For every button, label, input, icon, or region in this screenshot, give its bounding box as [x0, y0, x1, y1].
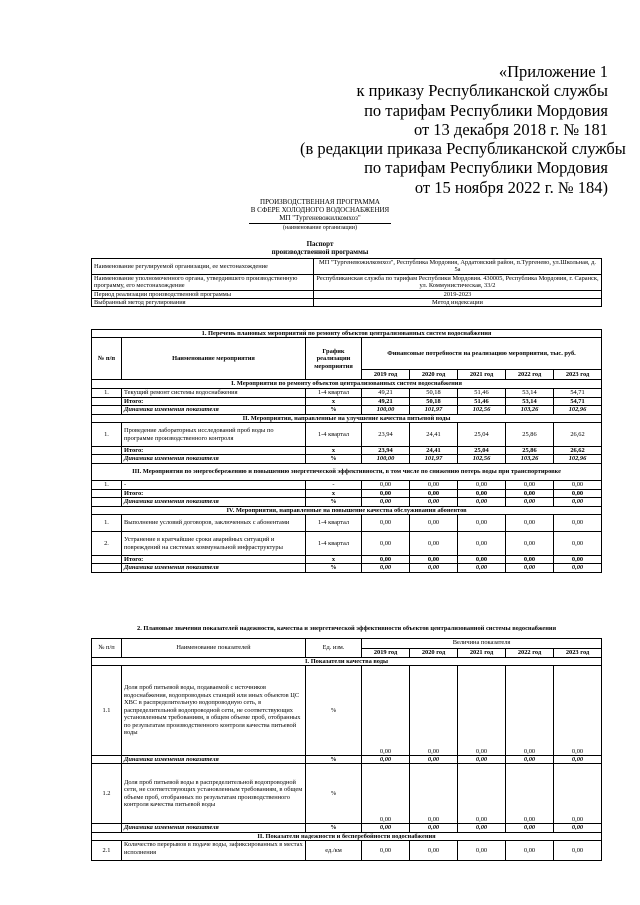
- total-value: 0,00: [458, 556, 506, 564]
- indicator-unit: %: [306, 764, 362, 824]
- dynamics-value: 103,26: [506, 455, 554, 463]
- dynamics-value: 0,00: [410, 755, 458, 763]
- dynamics-unit: %: [306, 498, 362, 506]
- total-value: 25,04: [458, 447, 506, 455]
- value-cell: 50,18: [410, 388, 458, 397]
- dynamics-label: Динамика изменения показателя: [122, 455, 306, 463]
- table-row: [92, 480, 602, 489]
- table-row: [92, 841, 602, 861]
- dynamics-value: 0,00: [554, 498, 602, 506]
- table-row: [92, 447, 602, 455]
- value-cell: 25,04: [458, 423, 506, 447]
- dynamics-label: Динамика изменения показателя: [122, 755, 306, 763]
- dynamics-value: 103,26: [506, 406, 554, 414]
- total-value: 26,62: [554, 447, 602, 455]
- dynamics-unit: %: [306, 755, 362, 763]
- total-value: 0,00: [506, 489, 554, 497]
- total-value: 50,18: [410, 397, 458, 405]
- dynamics-value: 0,00: [410, 824, 458, 832]
- year-header: 2023 год: [554, 648, 602, 657]
- section-title: IV. Мероприятия, направленные на повышение качества обслуживания абонентов: [92, 506, 602, 514]
- value-cell: 0,00: [410, 665, 458, 755]
- measure-name: Устранение в кратчайшие сроки аварийных ситуаций и повреждений на системах коммунальной инфраструктуры: [122, 532, 306, 556]
- passport-label: Период реализации производственной программы: [92, 290, 314, 298]
- empty-cell: [92, 556, 122, 564]
- passport-subtitle: производственной программы: [271, 248, 369, 256]
- value-cell: 0,00: [458, 515, 506, 532]
- col-schedule-header: График реализации мероприятия: [306, 338, 362, 380]
- table-row: [92, 506, 602, 514]
- dynamics-value: 100,00: [362, 406, 410, 414]
- dynamics-value: 0,00: [554, 755, 602, 763]
- col-unit-header: Ед. изм.: [306, 638, 362, 657]
- row-num: 2.: [92, 532, 122, 556]
- value-cell: 0,00: [410, 480, 458, 489]
- value-cell: 0,00: [554, 665, 602, 755]
- dynamics-unit: %: [306, 564, 362, 572]
- dynamics-value: 0,00: [362, 824, 410, 832]
- indicator-unit: ед./км: [306, 841, 362, 861]
- year-header: 2019 год: [362, 370, 410, 380]
- section-title: II. Мероприятия, направленные на улучшение качества питьевой воды: [92, 414, 602, 422]
- value-cell: 0,00: [362, 515, 410, 532]
- total-value: 0,00: [362, 489, 410, 497]
- dynamics-value: 102,96: [554, 406, 602, 414]
- dynamics-unit: %: [306, 455, 362, 463]
- empty-cell: [92, 447, 122, 455]
- col-num-header: № п/п: [92, 338, 122, 380]
- indicators-table: [91, 620, 602, 861]
- total-unit: х: [306, 447, 362, 455]
- header-line: по тарифам Республики Мордовия: [364, 158, 608, 178]
- value-cell: 0,00: [362, 841, 410, 861]
- passport-table: [91, 258, 602, 307]
- value-cell: 0,00: [554, 841, 602, 861]
- header-line: по тарифам Республики Мордовия: [364, 100, 608, 120]
- row-num: 1.: [92, 480, 122, 489]
- row-num: 1.2: [92, 764, 122, 824]
- year-header: 2022 год: [506, 648, 554, 657]
- table-row: [92, 463, 602, 480]
- dynamics-value: 101,97: [410, 406, 458, 414]
- table-row: [92, 532, 602, 556]
- dynamics-label: Динамика изменения показателя: [122, 498, 306, 506]
- table-row: [92, 330, 602, 338]
- col-finance-header: Финансовые потребности на реализацию мероприятия, тыс. руб.: [362, 338, 602, 370]
- header-line: от 13 декабря 2018 г. № 181: [413, 119, 608, 139]
- total-label: Итого:: [122, 397, 306, 405]
- value-cell: 0,00: [410, 841, 458, 861]
- value-cell: 0,00: [506, 665, 554, 755]
- col-name-header: Наименование мероприятия: [122, 338, 306, 380]
- table-row: [92, 824, 602, 832]
- dynamics-label: Динамика изменения показателя: [122, 824, 306, 832]
- table-row: [92, 259, 602, 275]
- passport-value: Метод индексации: [314, 299, 602, 307]
- dynamics-value: 100,00: [362, 455, 410, 463]
- passport-value: МП "Тургеневожилкомхоз", Республика Мордовия, Ардатовский район, п.Тургенево, ул.Школьная, д. 5а: [314, 259, 602, 275]
- value-cell: 26,62: [554, 423, 602, 447]
- dynamics-value: 0,00: [506, 755, 554, 763]
- total-value: 0,00: [410, 489, 458, 497]
- section-title: I. Мероприятия по ремонту объектов централизованных систем водоснабжения: [92, 380, 602, 388]
- value-cell: 0,00: [410, 764, 458, 824]
- table-row: [92, 380, 602, 388]
- indicator-name: Доля проб питьевой воды в распределительной водопроводной сети, не соответствующих установленным требованиям, в общем объеме проб, отобранных по результатам производственного контроля качества питьевой воды: [122, 764, 306, 824]
- total-value: 0,00: [410, 556, 458, 564]
- table-row: [92, 657, 602, 665]
- measure-schedule: 1-4 квартал: [306, 423, 362, 447]
- total-value: 49,21: [362, 397, 410, 405]
- value-cell: 23,94: [362, 423, 410, 447]
- value-cell: 0,00: [458, 841, 506, 861]
- total-value: 0,00: [554, 556, 602, 564]
- dynamics-value: 0,00: [410, 498, 458, 506]
- header-line: к приказу Республиканской службы: [356, 81, 608, 101]
- dynamics-label: Динамика изменения показателя: [122, 564, 306, 572]
- total-value: 53,14: [506, 397, 554, 405]
- table-row: [92, 423, 602, 447]
- value-cell: 0,00: [410, 515, 458, 532]
- value-cell: 0,00: [506, 532, 554, 556]
- passport-value: Республиканская служба по тарифам Республики Мордовия. 430005, Республика Мордовия, г. Саранск, ул. Коммунистическая, 33/2: [314, 274, 602, 290]
- measure-schedule: 1-4 квартал: [306, 388, 362, 397]
- measure-schedule: -: [306, 480, 362, 489]
- col-name-header: Наименование показателей: [122, 638, 306, 657]
- section-title: I. Показатели качества воды: [92, 657, 602, 665]
- dynamics-value: 0,00: [458, 755, 506, 763]
- total-value: 0,00: [506, 556, 554, 564]
- total-value: 23,94: [362, 447, 410, 455]
- table-row: [92, 397, 602, 405]
- col-value-header: Величина показателя: [362, 638, 602, 648]
- appendix-header: [300, 62, 626, 197]
- dynamics-value: 102,96: [554, 455, 602, 463]
- col-num-header: № п/п: [92, 638, 122, 657]
- dynamics-value: 0,00: [362, 564, 410, 572]
- value-cell: 25,86: [506, 423, 554, 447]
- passport-label: Наименование уполномоченного органа, утвердившего производственную программу, его местонахождение: [92, 274, 314, 290]
- table-row: [92, 564, 602, 572]
- value-cell: 0,00: [458, 764, 506, 824]
- value-cell: 0,00: [362, 764, 410, 824]
- total-label: Итого:: [122, 556, 306, 564]
- table-row: [92, 299, 602, 307]
- year-header: 2021 год: [458, 370, 506, 380]
- header-line: «Приложение 1: [498, 62, 608, 81]
- dynamics-value: 0,00: [554, 564, 602, 572]
- section-title: III. Мероприятия по энергосбережению и повышению энергетической эффективности, в том числе по снижению потерь воды при транспортировке: [92, 463, 602, 480]
- dynamics-value: 0,00: [506, 824, 554, 832]
- value-cell: 0,00: [362, 480, 410, 489]
- dynamics-label: Динамика изменения показателя: [122, 406, 306, 414]
- dynamics-value: 102,56: [458, 406, 506, 414]
- dynamics-unit: %: [306, 824, 362, 832]
- passport-title: Паспорт: [306, 240, 334, 248]
- year-header: 2023 год: [554, 370, 602, 380]
- header-line: (в редакции приказа Республиканской службы: [300, 139, 626, 159]
- measure-name: -: [122, 480, 306, 489]
- table-row: [92, 290, 602, 298]
- empty-cell: [92, 824, 122, 832]
- indicators-title: 2. Плановые значения показателей надежности, качества и энергетической эффективности объектов централизованной системы водоснабжения: [92, 620, 602, 638]
- total-value: 24,41: [410, 447, 458, 455]
- passport-label: Наименование регулируемой организации, ее местонахождение: [92, 259, 314, 275]
- value-cell: 0,00: [506, 515, 554, 532]
- value-cell: 53,14: [506, 388, 554, 397]
- dynamics-value: 0,00: [506, 498, 554, 506]
- year-header: 2019 год: [362, 648, 410, 657]
- indicator-name: Количество перерывов в подаче воды, зафиксированных в местах исполнения: [122, 841, 306, 861]
- table-row: [92, 556, 602, 564]
- total-value: 51,46: [458, 397, 506, 405]
- row-num: 2.1: [92, 841, 122, 861]
- total-unit: х: [306, 489, 362, 497]
- passport-heading: [90, 240, 550, 256]
- indicator-name: Доля проб питьевой воды, подаваемой с источников водоснабжения, водопроводных станций или иных объектов ЦС ХВС в распределительную водопроводную сеть, в распределительной водопроводной сети, не соответствующих установленным требованиям, в общем объеме проб, отобранных по результатам производственного контроля качества питьевой воды: [122, 665, 306, 755]
- indicator-unit: %: [306, 665, 362, 755]
- empty-cell: [92, 755, 122, 763]
- empty-cell: [92, 564, 122, 572]
- table-row: [92, 414, 602, 422]
- value-cell: 24,41: [410, 423, 458, 447]
- value-cell: 0,00: [458, 665, 506, 755]
- value-cell: 0,00: [410, 532, 458, 556]
- total-unit: х: [306, 556, 362, 564]
- empty-cell: [92, 498, 122, 506]
- header-line: от 15 ноября 2022 г. № 184): [414, 177, 608, 197]
- dynamics-value: 0,00: [362, 755, 410, 763]
- empty-cell: [92, 455, 122, 463]
- table-row: [92, 515, 602, 532]
- empty-cell: [92, 397, 122, 405]
- value-cell: 0,00: [554, 480, 602, 489]
- row-num: 1.: [92, 515, 122, 532]
- dynamics-value: 0,00: [458, 824, 506, 832]
- measure-name: Проведение лабораторных исследований проб воды по программе производственного контроля: [122, 423, 306, 447]
- measures-table: [91, 329, 602, 573]
- total-unit: х: [306, 397, 362, 405]
- year-header: 2020 год: [410, 648, 458, 657]
- total-value: 0,00: [362, 556, 410, 564]
- dynamics-value: 0,00: [410, 564, 458, 572]
- value-cell: 0,00: [506, 764, 554, 824]
- value-cell: 51,46: [458, 388, 506, 397]
- empty-cell: [92, 406, 122, 414]
- value-cell: 54,71: [554, 388, 602, 397]
- program-title-line2: В СФЕРЕ ХОЛОДНОГО ВОДОСНАБЖЕНИЯ: [250, 206, 390, 215]
- table-row: [92, 498, 602, 506]
- value-cell: 0,00: [554, 764, 602, 824]
- table-row: [92, 620, 602, 638]
- table-row: [92, 665, 602, 755]
- total-value: 0,00: [458, 489, 506, 497]
- section-title: II. Показатели надежности и бесперебойности водоснабжения: [92, 832, 602, 840]
- dynamics-value: 0,00: [554, 824, 602, 832]
- table-row: [92, 274, 602, 290]
- passport-label: Выбранный метод регулирования: [92, 299, 314, 307]
- year-header: 2022 год: [506, 370, 554, 380]
- total-label: Итого:: [122, 489, 306, 497]
- table-row: [92, 338, 602, 370]
- program-title-line1: ПРОИЗВОДСТВЕННАЯ ПРОГРАММА: [260, 198, 380, 206]
- empty-cell: [92, 489, 122, 497]
- dynamics-value: 101,97: [410, 455, 458, 463]
- value-cell: 49,21: [362, 388, 410, 397]
- value-cell: 0,00: [362, 532, 410, 556]
- table-row: [92, 406, 602, 414]
- value-cell: 0,00: [554, 532, 602, 556]
- row-num: 1.: [92, 388, 122, 397]
- dynamics-value: 0,00: [506, 564, 554, 572]
- measure-schedule: 1-4 квартал: [306, 515, 362, 532]
- measure-name: Выполнение условий договоров, заключенных с абонентами: [122, 515, 306, 532]
- value-cell: 0,00: [506, 841, 554, 861]
- row-num: 1.: [92, 423, 122, 447]
- measure-schedule: 1-4 квартал: [306, 532, 362, 556]
- organization-caption: (наименование организации): [283, 224, 357, 231]
- year-header: 2021 год: [458, 648, 506, 657]
- table-row: [92, 755, 602, 763]
- total-label: Итого:: [122, 447, 306, 455]
- value-cell: 0,00: [458, 480, 506, 489]
- year-header: 2020 год: [410, 370, 458, 380]
- value-cell: 0,00: [506, 480, 554, 489]
- total-value: 54,71: [554, 397, 602, 405]
- table-row: [92, 455, 602, 463]
- program-title: [90, 198, 550, 233]
- table-row: [92, 764, 602, 824]
- table-row: [92, 832, 602, 840]
- dynamics-value: 0,00: [458, 498, 506, 506]
- table-row: [92, 388, 602, 397]
- total-value: 0,00: [554, 489, 602, 497]
- row-num: 1.1: [92, 665, 122, 755]
- organization-name: МП "Тургеневожилкомхоз": [249, 214, 390, 223]
- dynamics-unit: %: [306, 406, 362, 414]
- total-value: 25,86: [506, 447, 554, 455]
- passport-value: 2019-2023: [314, 290, 602, 298]
- dynamics-value: 102,56: [458, 455, 506, 463]
- measures-title: 1. Перечень плановых мероприятий по ремонту объектов централизованных систем водоснабжения: [92, 330, 602, 338]
- table-row: [92, 489, 602, 497]
- value-cell: 0,00: [458, 532, 506, 556]
- measure-name: Текущий ремонт системы водоснабжения: [122, 388, 306, 397]
- value-cell: 0,00: [554, 515, 602, 532]
- table-row: [92, 638, 602, 648]
- dynamics-value: 0,00: [362, 498, 410, 506]
- dynamics-value: 0,00: [458, 564, 506, 572]
- value-cell: 0,00: [362, 665, 410, 755]
